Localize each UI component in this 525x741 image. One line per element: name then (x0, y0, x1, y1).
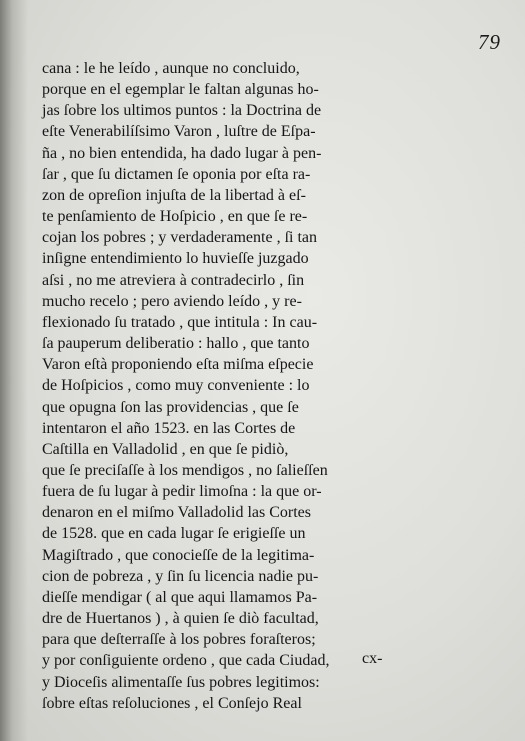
text-line: ſa pauperum deliberatio : hallo , que tanto (42, 335, 310, 353)
text-line: ſar , que ſu dictamen ſe oponia por eſta ra- (42, 165, 311, 183)
text-line: zon de opreſion injuſta de la libertad à eſ- (42, 186, 306, 204)
binding-shadow (0, 0, 28, 741)
text-line: fuera de ſu lugar à pedir limoſna : la que or- (42, 483, 322, 501)
text-line: cojan los pobres ; y verdaderamente , ſi tan (42, 229, 318, 247)
text-line: que ſe preciſaſſe à los mendigos , no ſalieſſen (42, 461, 328, 479)
text-line: flexionado ſu tratado , que intitula : In cau- (42, 313, 318, 331)
text-line: dieſſe mendigar ( al que aqui llamamos Pa- (42, 588, 318, 606)
text-line: y por conſiguiente ordeno , que cada Ciudad, (42, 652, 330, 670)
text-line: que opugna ſon las providencias , que ſe (42, 398, 299, 416)
catchword: cx- (362, 650, 383, 667)
text-line: Varon eſtà proponiendo eſta miſma eſpecie (42, 356, 314, 374)
text-line: Magiſtrado , que conocieſſe de la legitima- (42, 546, 315, 564)
text-line: ſobre eſtas reſoluciones , el Conſejo Real (42, 694, 302, 712)
text-line: intentaron el año 1523. en las Cortes de (42, 419, 296, 437)
text-line: para que deſterraſſe à los pobres foraſteros; (42, 631, 316, 649)
text-line: ña , no bien entendida, ha dado lugar à pen- (42, 144, 322, 162)
text-line: cion de pobreza , y ſin ſu licencia nadie pu- (42, 567, 319, 585)
text-line: y Dioceſis alimentaſſe ſus pobres legitimos: (42, 673, 320, 691)
text-line: de Hoſpicios , como muy conveniente : lo (42, 377, 310, 395)
text-line: denaron en el miſmo Valladolid las Cortes (42, 504, 311, 522)
text-line: porque en el egemplar le faltan algunas ho- (42, 81, 319, 99)
text-line: de 1528. que en cada lugar ſe erigieſſe un (42, 525, 306, 543)
text-line: dre de Huertanos ) , à quien ſe diò facultad, (42, 610, 319, 628)
text-line: cana : le he leído , aunque no concluido, (42, 60, 300, 77)
text-line: aſsi , no me atreviera à contradecirlo , ſin (42, 271, 305, 289)
text-line: jas ſobre los ultimos puntos : la Doctrina de (42, 102, 322, 120)
page-number: 79 (478, 30, 501, 54)
text-line: eſte Venerabilíſsimo Varon , luſtre de Eſpa- (42, 123, 316, 141)
body-text (42, 58, 372, 714)
text-line: inſigne entendimiento lo huvieſſe juzgado (42, 250, 309, 268)
text-line: Caſtilla en Valladolid , en que ſe pidiò, (42, 440, 289, 458)
text-line: mucho recelo ; pero aviendo leído , y re- (42, 292, 302, 310)
text-line: te penſamiento de Hoſpicio , en que ſe re- (42, 208, 308, 226)
